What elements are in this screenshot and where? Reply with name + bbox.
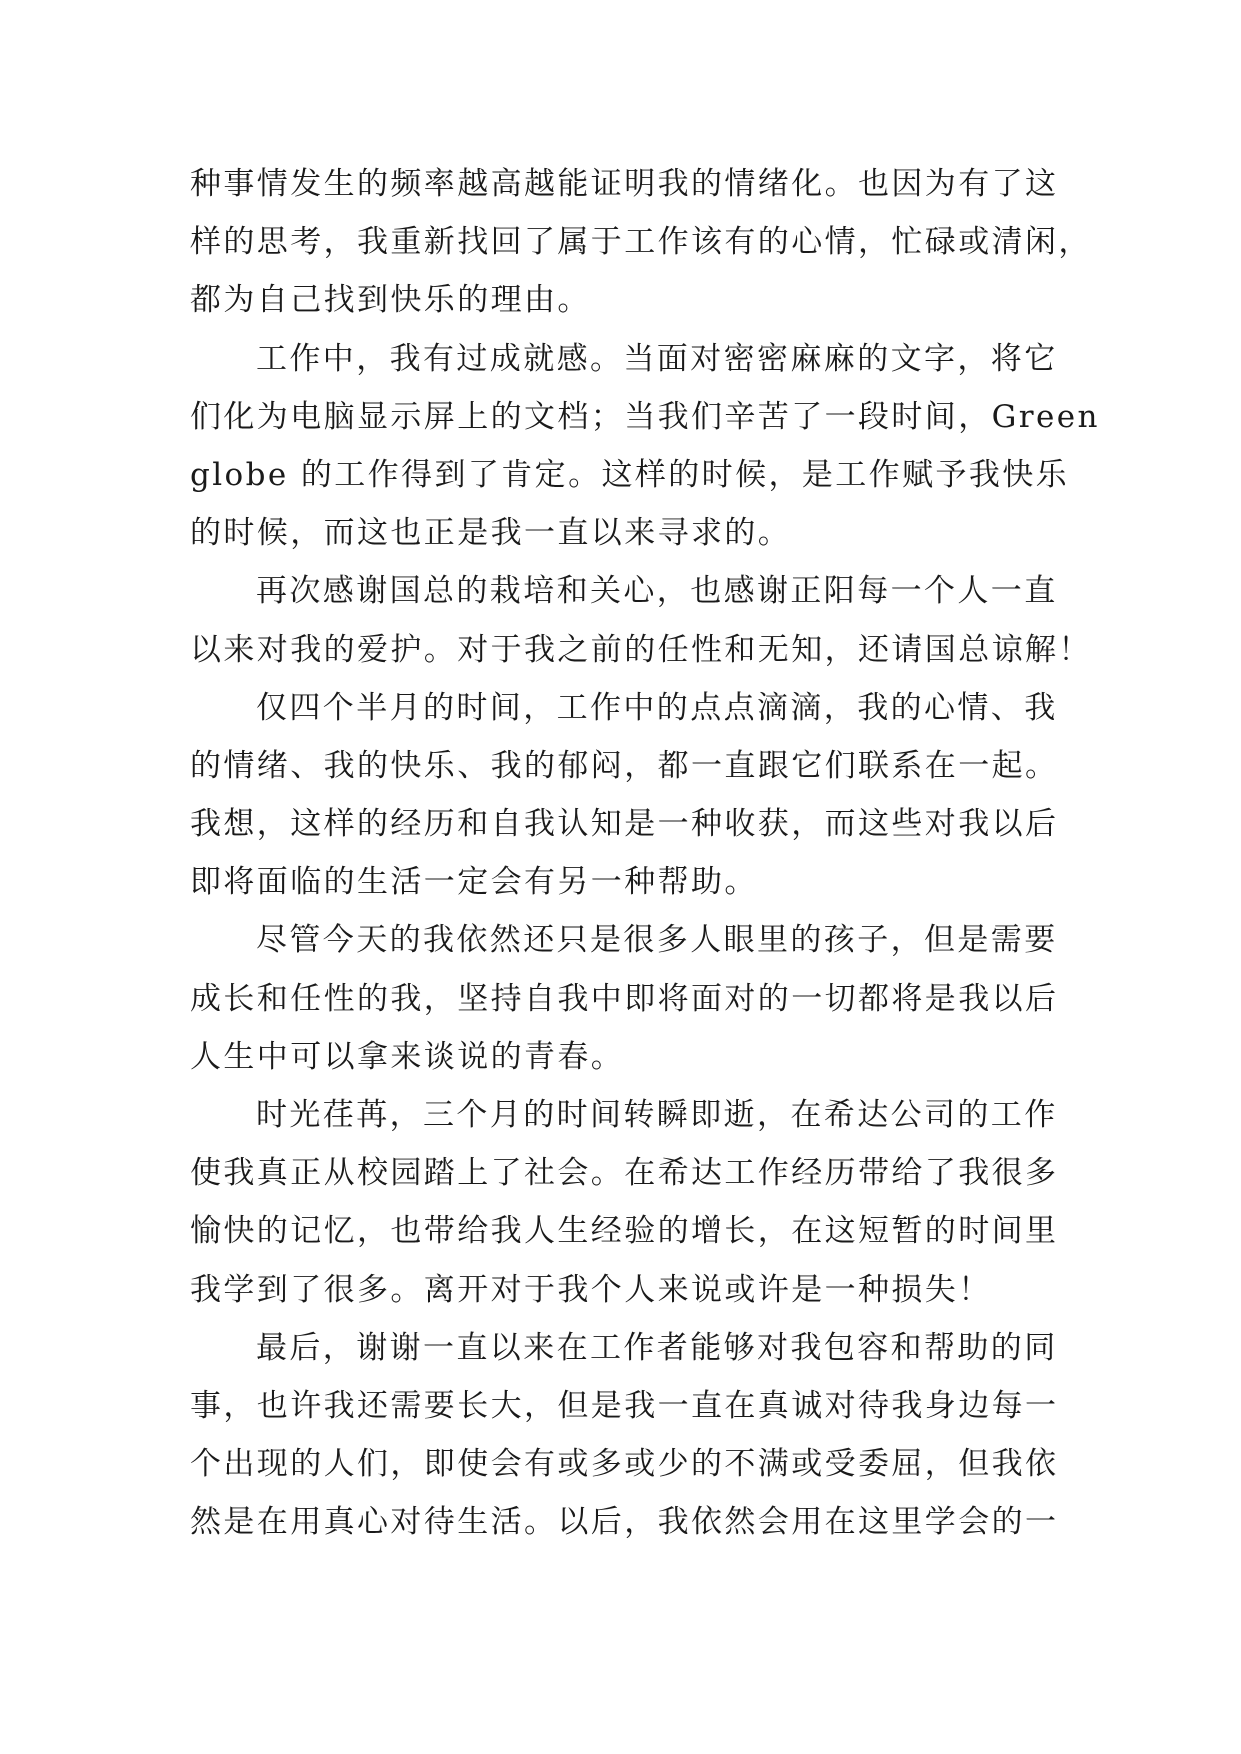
paragraph-first-line: 工作中，我有过成就感。当面对密密麻麻的文字，将它	[256, 340, 1058, 377]
paragraph-first-line: 尽管今天的我依然还只是很多人眼里的孩子，但是需要	[256, 922, 1058, 959]
text-line: 都为自己找到快乐的理由。	[190, 282, 591, 319]
text-line: 们化为电脑显示屏上的文档；当我们辛苦了一段时间，Green	[190, 398, 1100, 435]
text-line: 成长和任性的我，坚持自我中即将面对的一切都将是我以后	[190, 980, 1059, 1017]
text-line: 然是在用真心对待生活。以后，我依然会用在这里学会的一	[190, 1504, 1059, 1541]
text-line: 的情绪、我的快乐、我的郁闷，都一直跟它们联系在一起。	[190, 747, 1059, 784]
text-line: 即将面临的生活一定会有另一种帮助。	[190, 864, 758, 901]
text-line: 以来对我的爱护。对于我之前的任性和无知，还请国总谅解！	[190, 631, 1092, 668]
text-line: 样的思考，我重新找回了属于工作该有的心情，忙碌或清闲，	[190, 224, 1092, 261]
text-line: 个出现的人们，即使会有或多或少的不满或受委屈，但我依	[190, 1446, 1059, 1483]
document-body	[190, 155, 1100, 1552]
paragraph-first-line: 最后，谢谢一直以来在工作者能够对我包容和帮助的同	[256, 1329, 1058, 1366]
text-line: 愉快的记忆，也带给我人生经验的增长，在这短暂的时间里	[190, 1213, 1059, 1250]
text-line: 人生中可以拿来谈说的青春。	[190, 1038, 625, 1075]
paragraph-first-line: 再次感谢国总的栽培和关心，也感谢正阳每一个人一直	[256, 573, 1058, 610]
paragraph-first-line: 时光荏苒，三个月的时间转瞬即逝，在希达公司的工作	[256, 1097, 1058, 1133]
text-line: 种事情发生的频率越高越能证明我的情绪化。也因为有了这	[190, 166, 1059, 202]
text-line: 我想，这样的经历和自我认知是一种收获，而这些对我以后	[190, 806, 1059, 843]
text-line: 事，也许我还需要长大，但是我一直在真诚对待我身边每一	[190, 1387, 1059, 1424]
text-line: 使我真正从校园踏上了社会。在希达工作经历带给了我很多	[190, 1155, 1059, 1192]
text-line: 我学到了很多。离开对于我个人来说或许是一种损失！	[190, 1271, 992, 1308]
text-line: 的时候，而这也正是我一直以来寻求的。	[190, 515, 792, 552]
paragraph-first-line: 仅四个半月的时间，工作中的点点滴滴，我的心情、我	[256, 689, 1058, 726]
text-line: globe 的工作得到了肯定。这样的时候，是工作赋予我快乐	[190, 456, 1070, 493]
